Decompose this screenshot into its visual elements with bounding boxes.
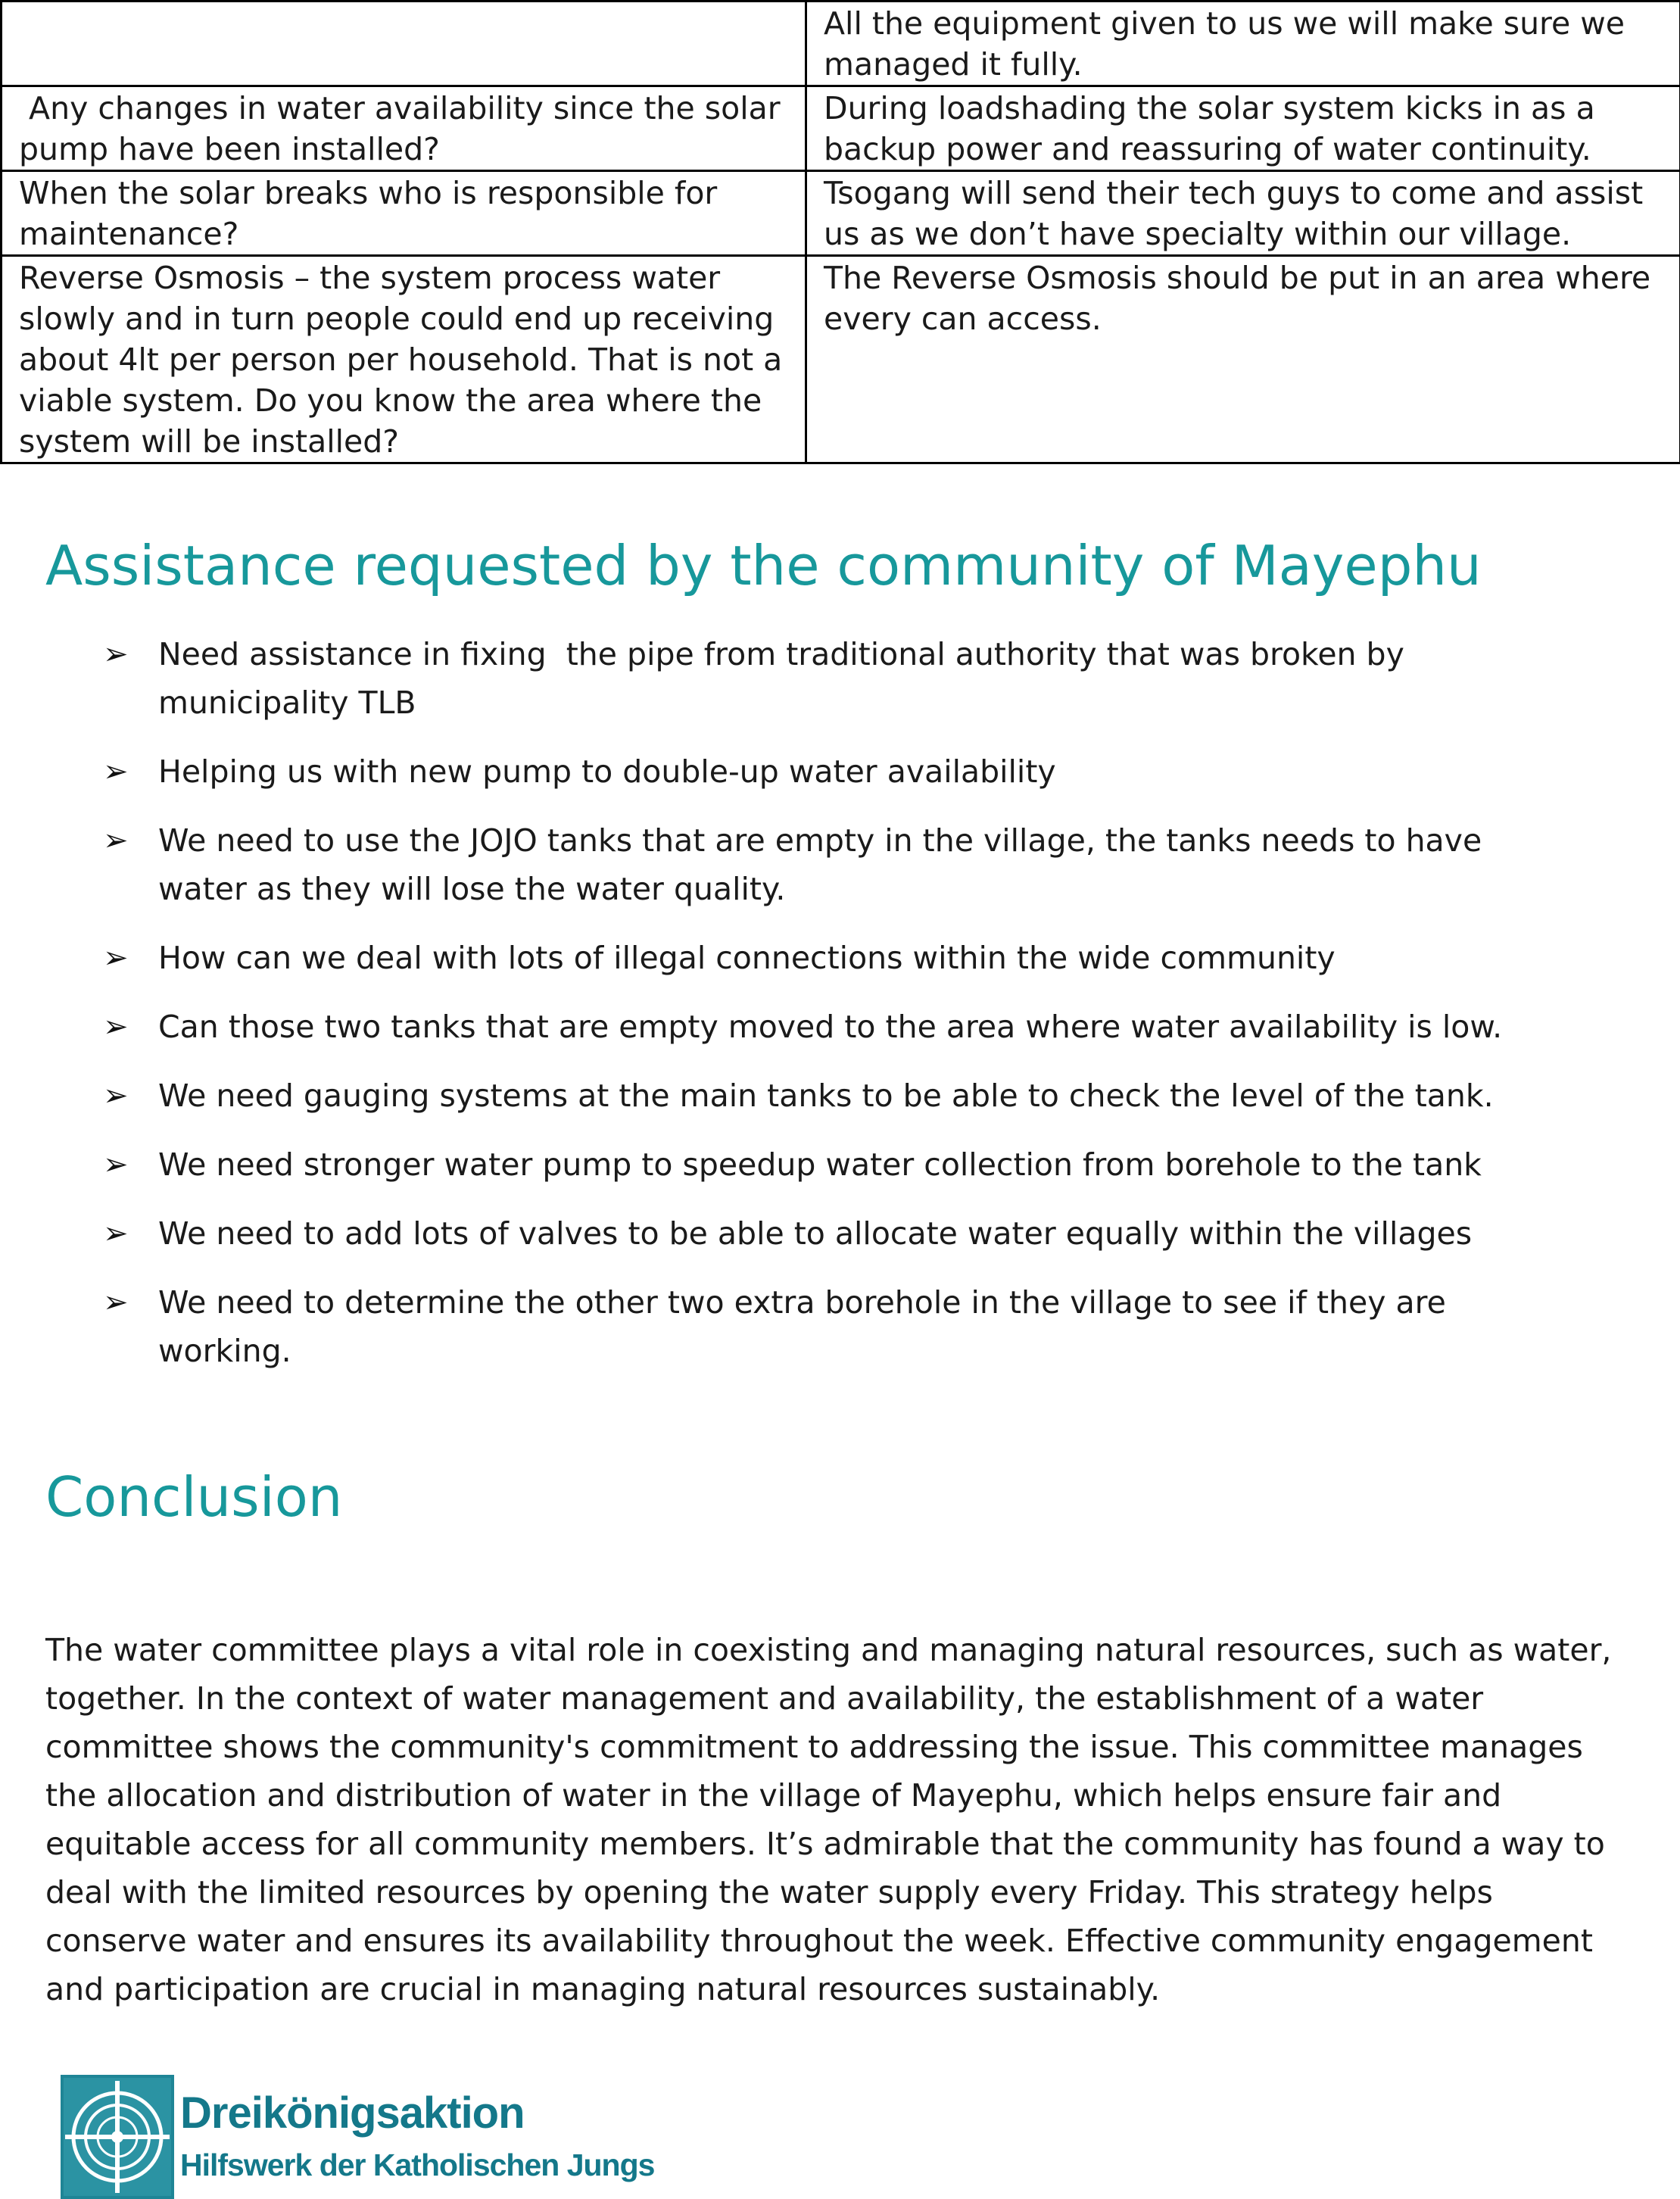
list-item-text: We need to add lots of valves to be able to allocate water equally within the villages [158,1215,1473,1252]
list-item [0,934,1680,982]
arrow-bullet-icon: ➢ [103,1147,129,1182]
list-item [0,816,1680,913]
assistance-heading: Assistance requested by the community of Mayephu [45,534,1482,597]
table-row [2,2,1680,86]
list-item [0,1209,1680,1258]
answer-cell: During loadshading the solar system kicks in as a backup power and reassuring of water continuity. [806,86,1680,171]
arrow-bullet-icon: ➢ [103,1009,129,1044]
arrow-bullet-icon: ➢ [103,1285,129,1320]
answer-cell: All the equipment given to us we will make sure we managed it fully. [806,2,1680,86]
arrow-bullet-icon: ➢ [103,940,129,975]
list-item-text: Helping us with new pump to double-up water availability [158,753,1056,790]
arrow-bullet-icon: ➢ [103,1216,129,1251]
list-item [0,747,1680,796]
arrow-bullet-icon: ➢ [103,823,129,858]
arrow-bullet-icon: ➢ [103,1078,129,1113]
list-item-text: We need gauging systems at the main tanks to be able to check the level of the tank. [158,1078,1494,1114]
circular-cross-emblem-icon [61,2075,174,2199]
answer-cell: The Reverse Osmosis should be put in an area where every can access. [806,256,1680,463]
conclusion-paragraph: The water committee plays a vital role in coexisting and managing natural resources, such as water, together. In the context of water management and availability, the establishment of a water committee shows the community's commitment to addressing the issue. This committee manages the allocation and distribution of water in the village of Mayephu, which helps ensure fair and equitable access for all community members. It’s admirable that the community has found a way to deal with the limited resources by opening the water supply every Friday. This strategy helps conserve water and ensures its availability throughout the week. Effective community engagement and participation are crucial in managing natural resources sustainably. [45,1632,1612,2007]
question-cell: When the solar breaks who is responsible for maintenance? [2,171,806,256]
list-item-text: We need to use the JOJO tanks that are empty in the village, the tanks needs to have water as they will lose the water quality. [158,822,1482,907]
list-item-text: Need assistance in fixing the pipe from traditional authority that was broken by municipality TLB [158,636,1414,721]
qa-table [0,0,1680,464]
logo-name: Dreikönigsaktion [180,2088,525,2138]
list-item-text: How can we deal with lots of illegal connections within the wide community [158,940,1336,976]
list-item [0,1140,1680,1189]
question-cell: Reverse Osmosis – the system process water slowly and in turn people could end up receiving about 4lt per person per household. That is not a viable system. Do you know the area where the system will be installed? [2,256,806,463]
answer-cell: Tsogang will send their tech guys to come and assist us as we don’t have specialty within our village. [806,171,1680,256]
list-item [0,630,1680,727]
question-cell: Any changes in water availability since the solar pump have been installed? [2,86,806,171]
list-item [0,1278,1680,1375]
list-item-text: We need to determine the other two extra borehole in the village to see if they are working. [158,1284,1446,1369]
list-item [0,1071,1680,1120]
list-item [0,1003,1680,1051]
arrow-bullet-icon: ➢ [103,754,129,789]
organization-logo [61,2075,655,2199]
table-row [2,171,1680,256]
list-item-text: Can those two tanks that are empty moved to the area where water availability is low. [158,1009,1503,1045]
table-row [2,256,1680,463]
question-cell [2,2,806,86]
conclusion-heading: Conclusion [45,1465,343,1529]
table-row [2,86,1680,171]
assistance-list [0,630,1680,1396]
list-item-text: We need stronger water pump to speedup water collection from borehole to the tank [158,1146,1482,1183]
arrow-bullet-icon: ➢ [103,637,129,672]
logo-tagline: Hilfswerk der Katholischen Jungs [180,2148,655,2182]
